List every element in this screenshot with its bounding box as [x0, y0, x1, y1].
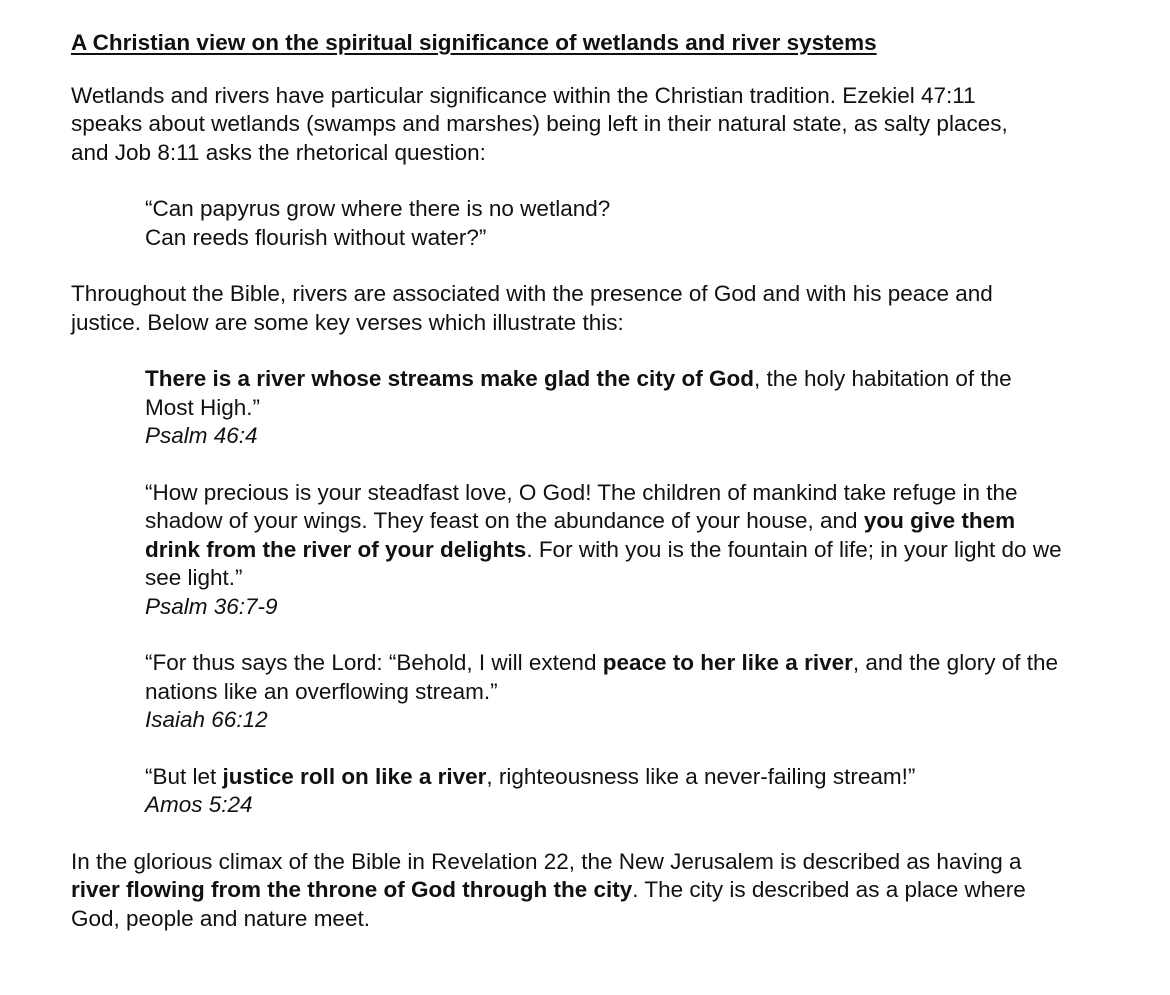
conclusion-paragraph: [71, 848, 1041, 934]
job-quote-line-2: Can reeds flourish without water?”: [145, 224, 487, 250]
verse-text: [145, 366, 1012, 420]
job-quote: [145, 195, 1065, 252]
verse-post: , the holy habitation of the Most High.”: [145, 366, 1012, 420]
verse-emphasis: you give them drink from the river of your delights: [145, 508, 1016, 562]
conclusion-emphasis: river flowing from the throne of God through the city: [71, 877, 633, 902]
verse-pre: “But let: [145, 763, 223, 789]
verse-reference: Isaiah 66:12: [145, 707, 268, 732]
job-quote-line-1: “Can papyrus grow where there is no wetland?: [145, 196, 611, 221]
verse-post: , righteousness like a never-failing stream!”: [486, 763, 916, 789]
verse-isaiah-66: [145, 649, 1065, 735]
verse-emphasis: There is a river whose streams make glad the city of God: [145, 366, 754, 391]
transition-paragraph: Throughout the Bible, rivers are associated with the presence of God and with his peace and justice. Below are some key verses which illustrate this:: [71, 281, 993, 335]
verse-text: [145, 650, 1058, 704]
verse-psalm-36: [145, 479, 1065, 622]
verse-reference: Psalm 46:4: [145, 423, 258, 448]
document-title: A Christian view on the spiritual significance of wetlands and river systems: [71, 30, 877, 55]
verse-pre: “For thus says the Lord: “Behold, I will extend: [145, 650, 603, 675]
verse-amos-5: [145, 763, 1065, 820]
verse-post: . For with you is the fountain of life; in your light do we see light.”: [145, 536, 1062, 590]
verse-post: , and the glory of the nations like an overflowing stream.”: [145, 650, 1058, 704]
verse-psalm-46: [145, 365, 1065, 451]
verse-reference: Amos 5:24: [145, 792, 253, 817]
document-page: [71, 29, 1131, 933]
verse-reference: Psalm 36:7-9: [145, 593, 278, 619]
verse-emphasis: justice roll on like a river: [222, 763, 487, 789]
verse-pre: “How precious is your steadfast love, O God! The children of mankind take refuge in the shadow of your wings. They feast on the abundance of your house, and: [145, 479, 1018, 533]
verse-emphasis: peace to her like a river: [602, 650, 853, 675]
verse-text: [145, 764, 915, 789]
verse-text: [145, 480, 1062, 591]
intro-paragraph: Wetlands and rivers have particular significance within the Christian tradition. Ezekiel 47:11 speaks about wetlands (swamps and marshes) being left in their natural state, as salty places, and Job 8:11 asks the rhetorical question:: [71, 82, 1008, 165]
conclusion-pre: In the glorious climax of the Bible in Revelation 22, the New Jerusalem is described as having a: [71, 848, 1022, 874]
conclusion-post: . The city is described as a place where God, people and nature meet.: [71, 877, 1026, 931]
